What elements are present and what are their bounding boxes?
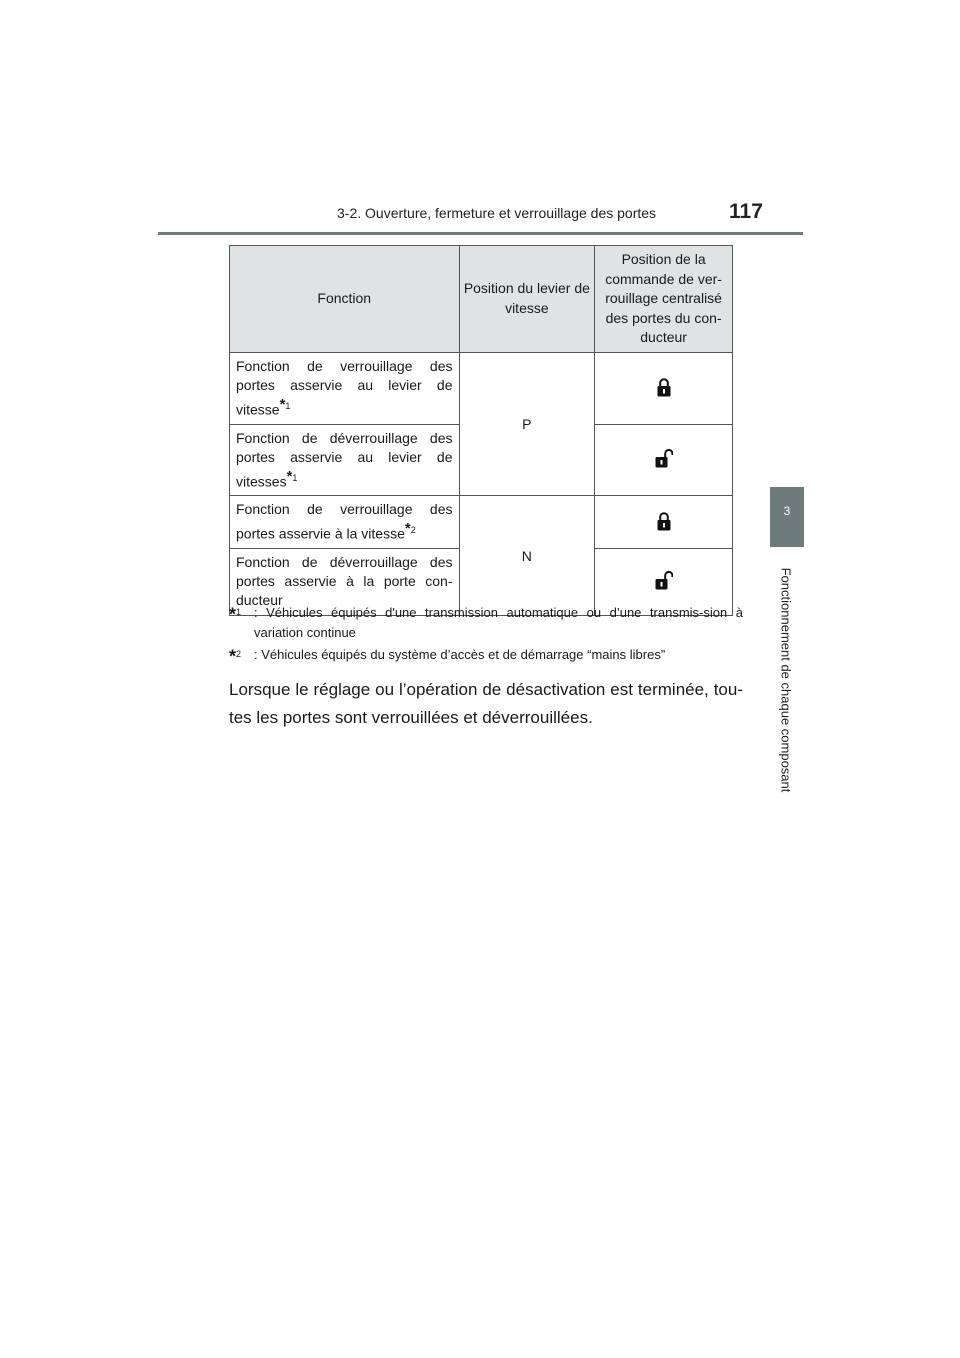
page-number: 117	[729, 200, 763, 223]
footnote-mark: *$^1$	[229, 604, 242, 625]
header-shift-position: Position du levier de vitesse	[459, 246, 595, 353]
lock-icon-cell	[595, 424, 733, 496]
footnote-mark: *$^2$	[229, 646, 242, 667]
function-cell: Fonction de déverrouillage des portes asservie à la porte con-ducteur	[230, 548, 460, 615]
unlocked-padlock-icon	[655, 570, 673, 590]
lock-icon-cell	[595, 353, 733, 425]
function-cell	[230, 424, 460, 496]
function-text: Fonction de déverrouillage des portes asservie au levier de vitesses	[236, 429, 453, 490]
locked-padlock-icon	[657, 511, 671, 531]
footnote	[229, 603, 743, 643]
footnote-text: : Véhicules équipés du système d’accès et de démarrage “mains libres”	[254, 647, 666, 662]
lock-icon-cell	[595, 496, 733, 549]
function-cell	[230, 496, 460, 549]
note-ref: *1	[286, 467, 298, 485]
function-cell	[230, 353, 460, 425]
section-title: 3-2. Ouverture, fermeture et verrouillage des portes	[337, 205, 657, 221]
shift-position-cell: P	[459, 353, 595, 496]
locked-padlock-icon	[657, 377, 671, 397]
footnote	[229, 645, 743, 665]
table-row	[230, 496, 733, 549]
chapter-label-text: Fonctionnement de chaque composant	[778, 567, 794, 793]
note-ref: *1	[279, 396, 291, 413]
table-header-row	[230, 246, 733, 353]
header-rule	[158, 232, 803, 235]
function-text: Fonction de verrouillage des portes asservie à la vitesse	[236, 501, 453, 542]
footnotes	[229, 603, 743, 667]
shift-position-cell: N	[459, 496, 595, 616]
header-function: Fonction	[230, 246, 460, 353]
lock-function-table	[229, 245, 733, 616]
body-paragraph: Lorsque le réglage ou l’opération de désactivation est terminée, tou-tes les portes sont verrouillées et déverrouillées.	[229, 680, 743, 727]
table-row	[230, 353, 733, 425]
function-text: Fonction de verrouillage des portes asservie au levier de vitesse	[236, 358, 453, 418]
header-lock-switch-position: Position de la commande de ver-rouillage centralisé des portes du con-ducteur	[595, 246, 733, 353]
chapter-number: 3	[783, 504, 791, 518]
chapter-tab	[770, 487, 804, 547]
unlocked-padlock-icon	[655, 448, 673, 468]
footnote-text: : Véhicules équipés d'une transmission automatique ou d’une transmis-sion à variation continue	[254, 605, 743, 640]
note-ref: *2	[404, 520, 416, 538]
